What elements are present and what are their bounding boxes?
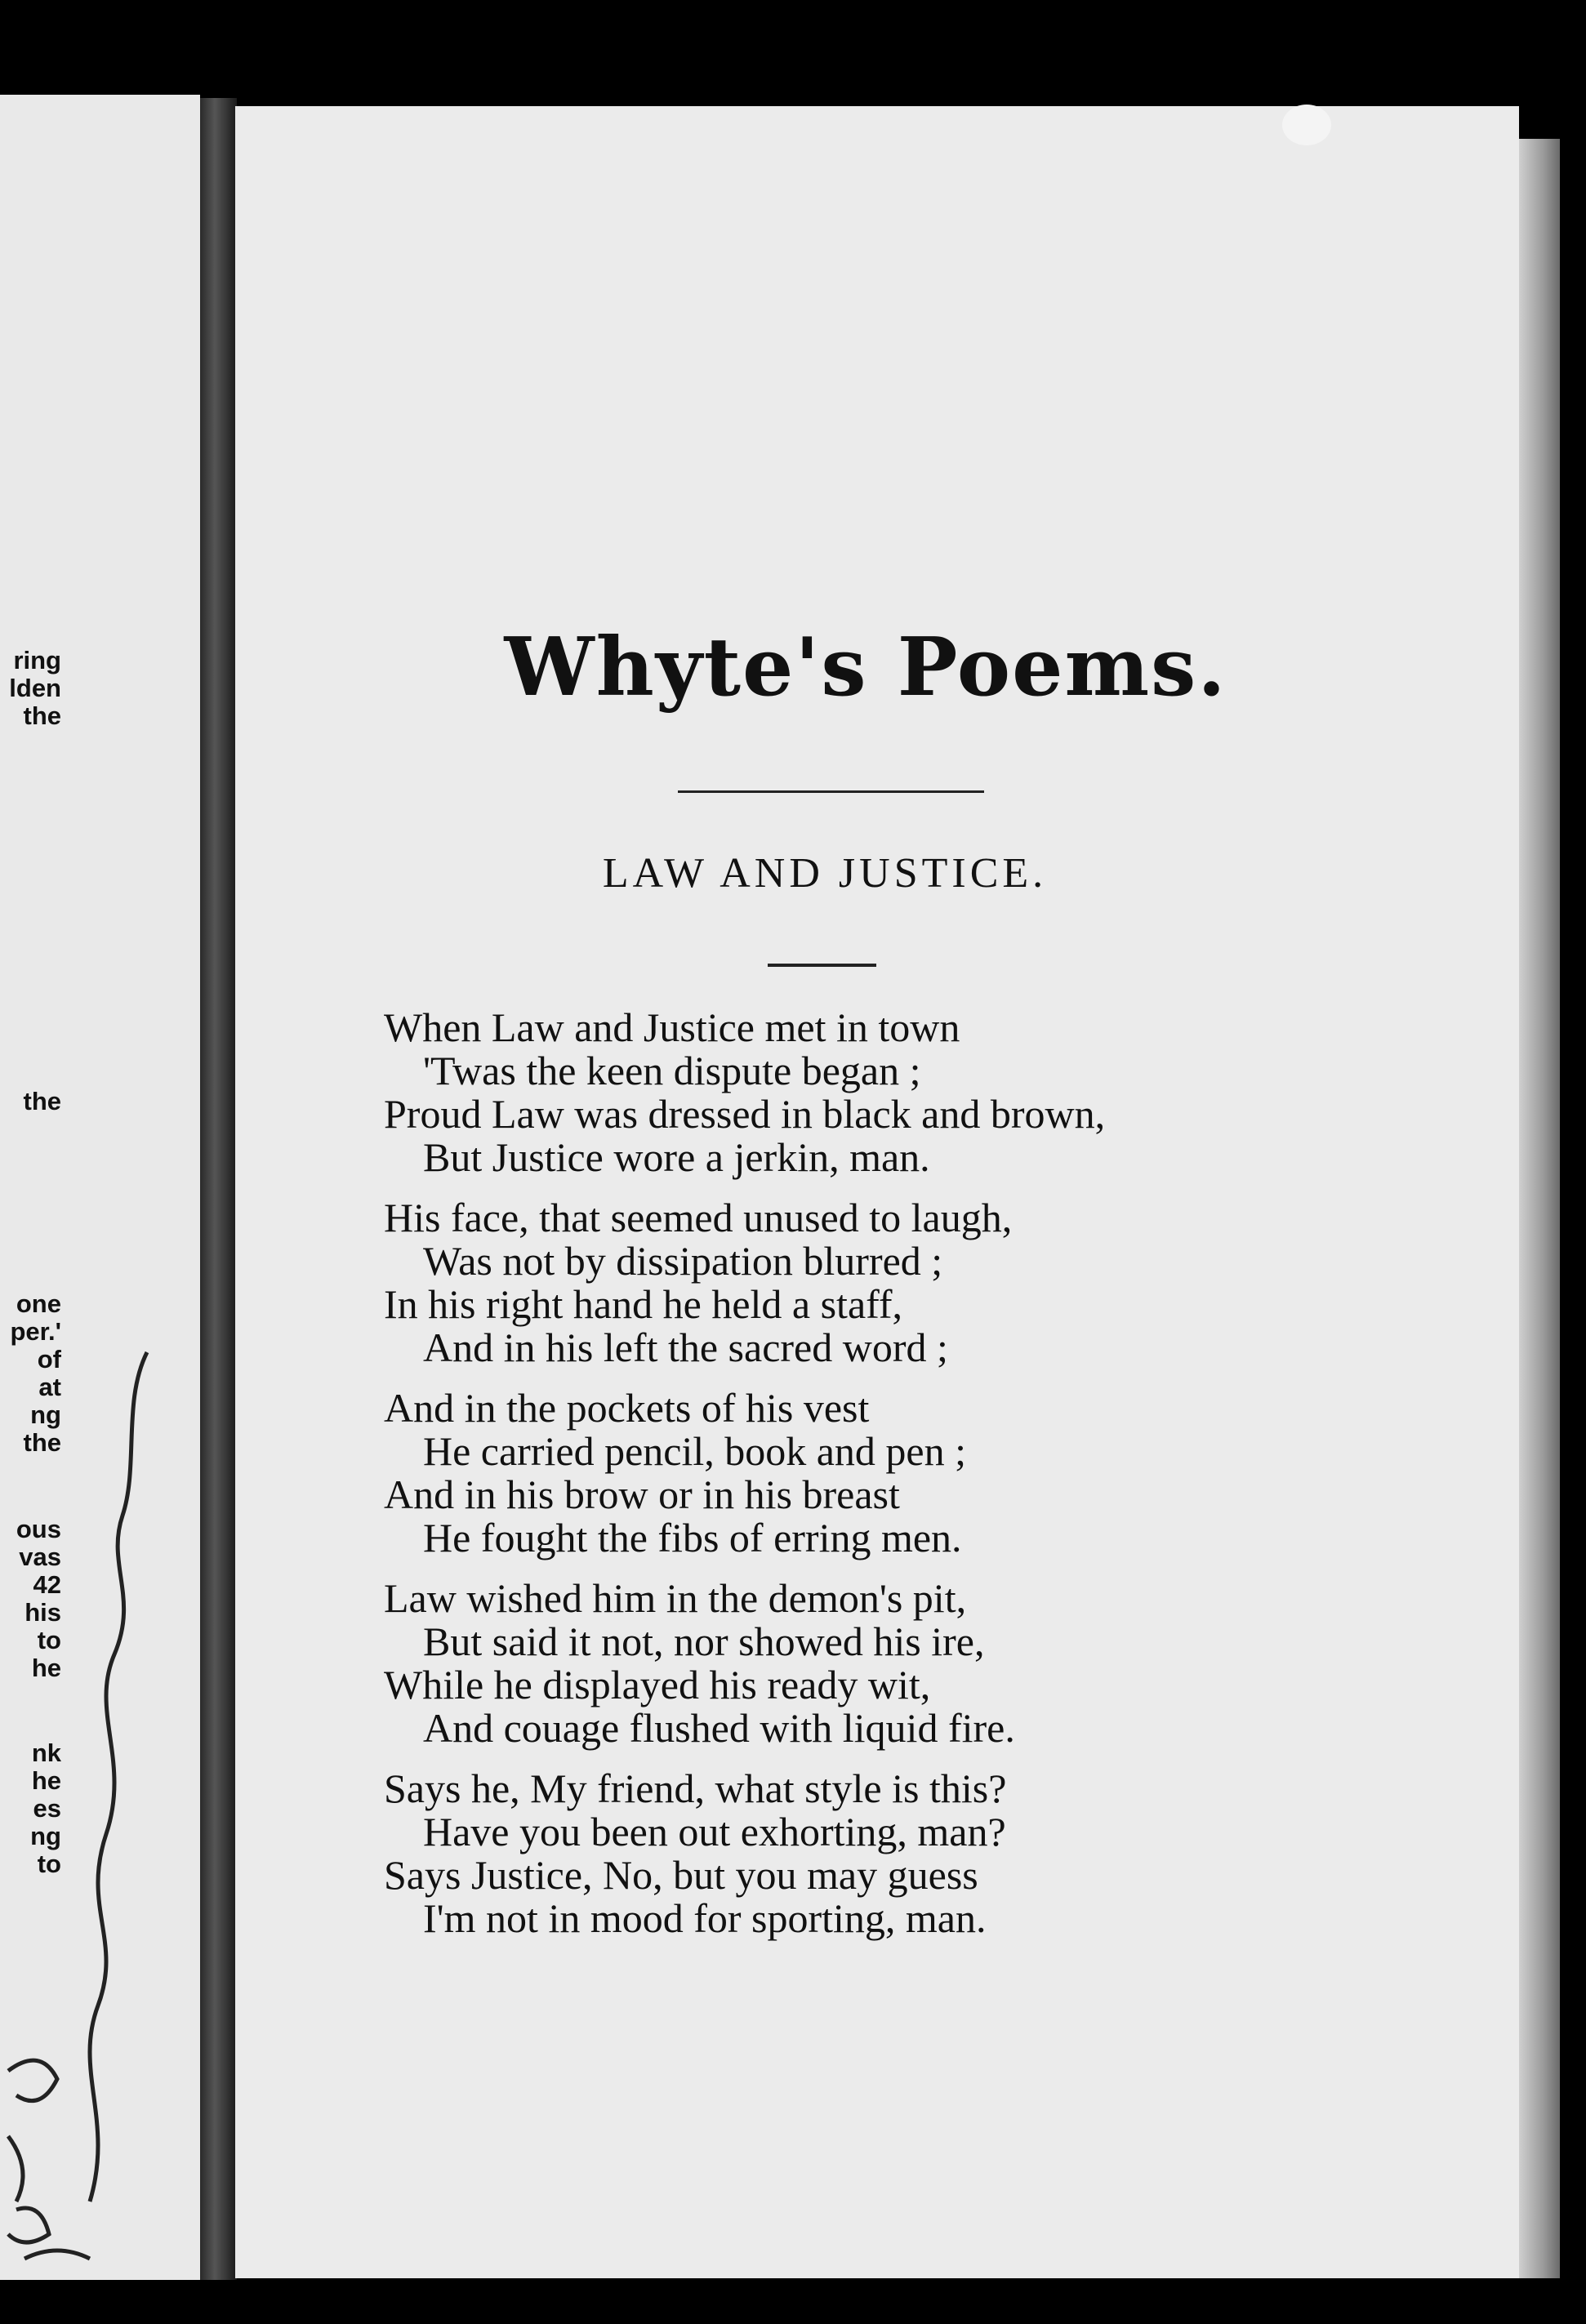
left-page-fragment: to xyxy=(37,1850,61,1878)
poem-stanza xyxy=(384,1006,1282,1179)
book-spine-shadow xyxy=(200,98,237,2280)
poem-line: He carried pencil, book and pen ; xyxy=(423,1428,967,1474)
left-page-fragment: nk xyxy=(31,1739,61,1767)
handwritten-annotation xyxy=(0,1303,196,2291)
poem-line: His face, that seemed unused to laugh, xyxy=(384,1195,1013,1240)
left-page-fragment: 42 xyxy=(33,1570,61,1599)
page-header-title: Whyte's Poems. xyxy=(504,621,1227,715)
poem-line: Says he, My friend, what style is this? xyxy=(384,1765,1007,1811)
poem-line: Says Justice, No, but you may guess xyxy=(384,1852,978,1898)
left-page-fragment: es xyxy=(33,1794,61,1823)
poem-body xyxy=(384,1006,1282,1957)
left-page-fragment: he xyxy=(31,1766,61,1795)
left-page-edge xyxy=(0,95,200,2280)
poem-line: When Law and Justice met in town xyxy=(384,1004,960,1050)
left-page-fragment: per.' xyxy=(10,1317,61,1346)
poem-title-divider xyxy=(768,964,876,967)
left-page-fragment: ring xyxy=(13,646,61,674)
left-page-fragment: his xyxy=(25,1598,61,1627)
poem-line: I'm not in mood for sporting, man. xyxy=(423,1895,987,1941)
poem-line: In his right hand he held a staff, xyxy=(384,1281,903,1327)
poem-line: And in his left the sacred word ; xyxy=(423,1325,948,1370)
poem-line: Law wished him in the demon's pit, xyxy=(384,1575,967,1621)
title-divider xyxy=(678,790,984,793)
poem-line: While he displayed his ready wit, xyxy=(384,1662,931,1707)
page-stain xyxy=(1282,105,1331,145)
poem-line: And in the pockets of his vest xyxy=(384,1385,870,1431)
poem-line: But said it not, nor showed his ire, xyxy=(423,1618,985,1664)
poem-line: Was not by dissipation blurred ; xyxy=(423,1238,943,1284)
poem-line: Proud Law was dressed in black and brown, xyxy=(384,1091,1106,1137)
poem-line: Have you been out exhorting, man? xyxy=(423,1809,1006,1854)
page-edge xyxy=(1519,139,1560,2278)
poem-line: And in his brow or in his breast xyxy=(384,1471,900,1517)
left-page-fragment: of xyxy=(37,1345,61,1373)
poem-title: LAW AND JUSTICE. xyxy=(602,850,1048,897)
poem-stanza xyxy=(384,1767,1282,1940)
poem-line: 'Twas the keen dispute began ; xyxy=(423,1048,921,1093)
poem-stanza xyxy=(384,1577,1282,1750)
left-page-fragment: lden xyxy=(9,674,61,702)
poem-line: And couage flushed with liquid fire. xyxy=(423,1705,1015,1751)
left-page-fragment: the xyxy=(23,1087,61,1115)
poem-stanza xyxy=(384,1196,1282,1369)
left-page-fragment: ous xyxy=(16,1515,61,1543)
left-page-fragment: the xyxy=(23,1428,61,1457)
left-page-fragment: at xyxy=(38,1373,61,1401)
left-page-fragment: the xyxy=(23,701,61,730)
poem-line: He fought the fibs of erring men. xyxy=(423,1515,962,1560)
left-page-fragment: one xyxy=(16,1289,61,1318)
left-page-fragment: vas xyxy=(19,1543,61,1571)
left-page-fragment: he xyxy=(31,1654,61,1682)
poem-stanza xyxy=(384,1387,1282,1560)
left-page-fragment: to xyxy=(37,1626,61,1654)
left-page-fragment: ng xyxy=(30,1400,61,1429)
poem-line: But Justice wore a jerkin, man. xyxy=(423,1134,930,1180)
left-page-fragment: ng xyxy=(30,1822,61,1850)
